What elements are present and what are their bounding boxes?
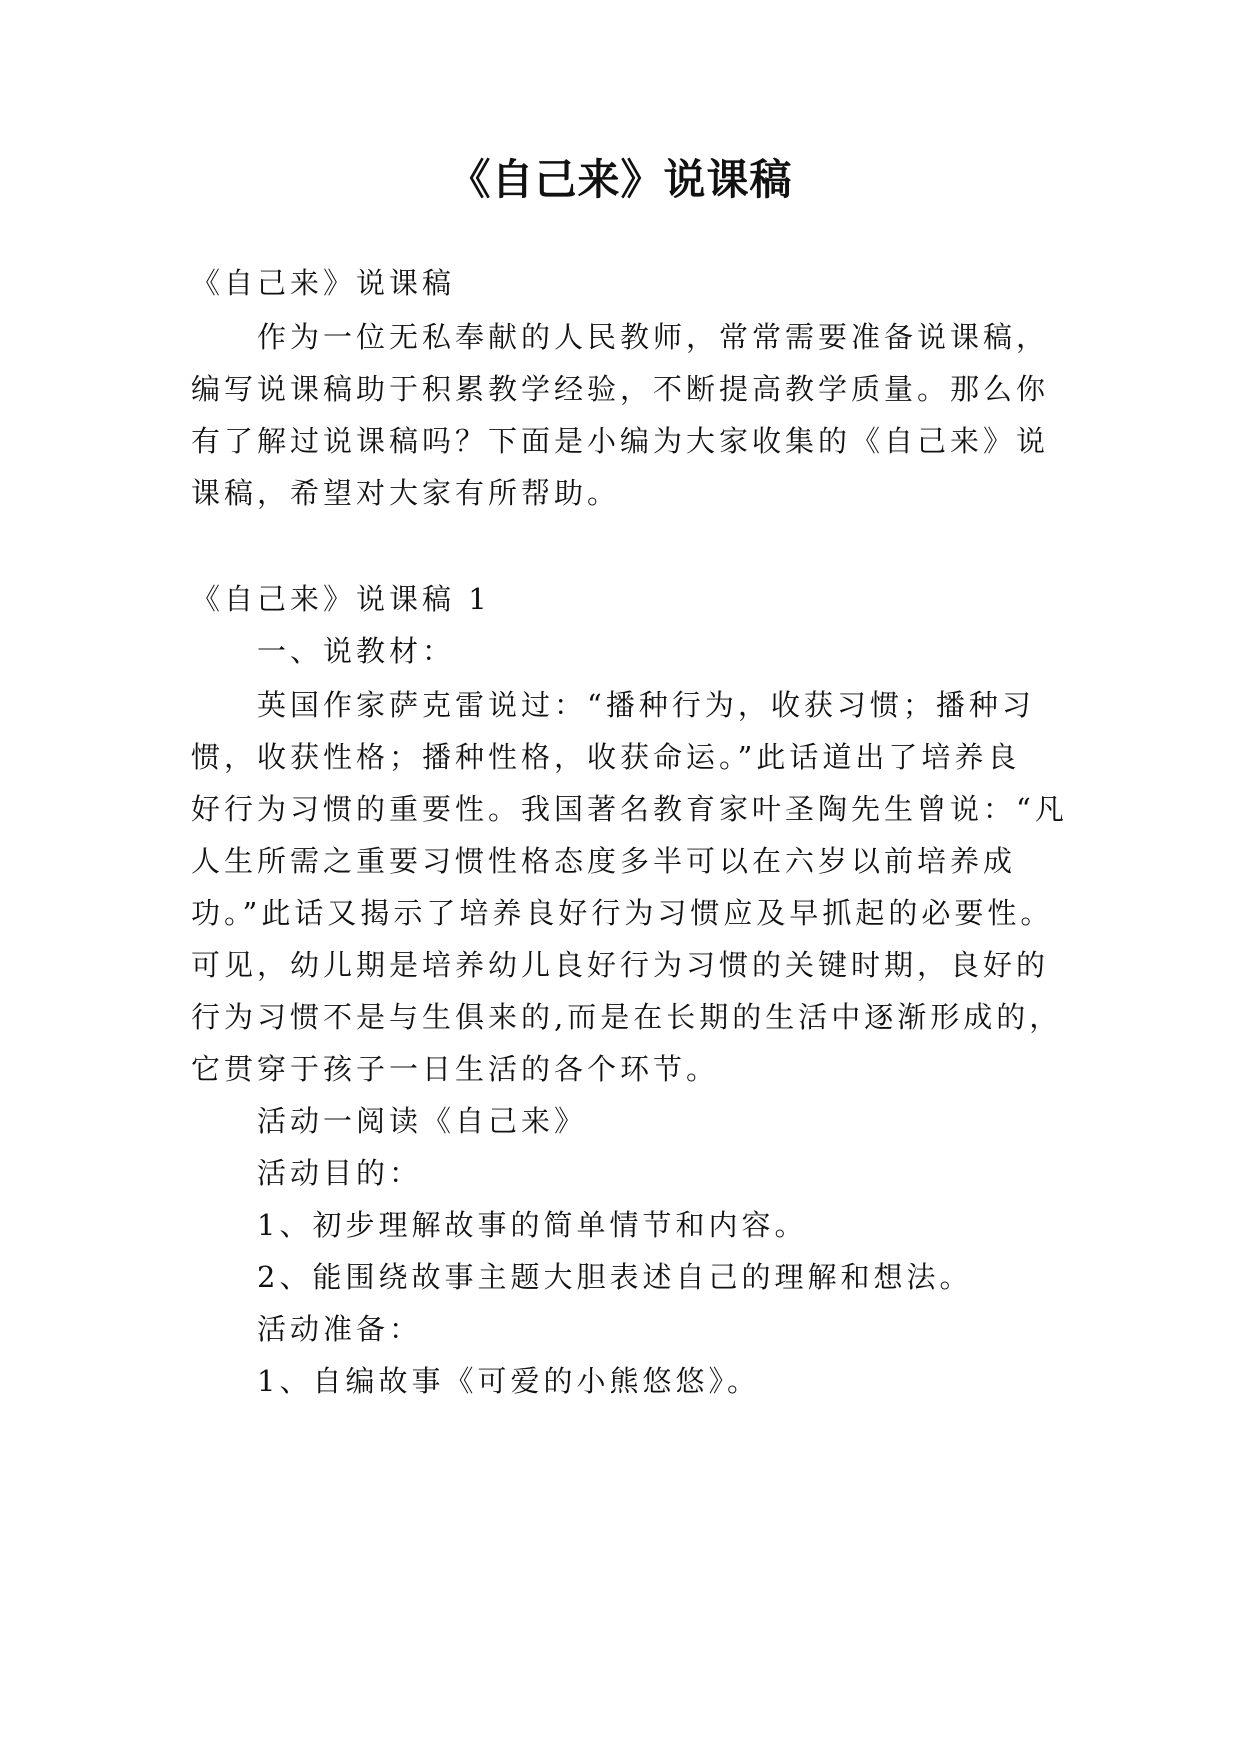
body-paragraph-line: 惯，收获性格；播种性格，收获命运。”此话道出了培养良 — [191, 740, 1021, 774]
section-heading: 《自己来》说课稿 1 — [191, 582, 491, 616]
body-paragraph-line: 好行为习惯的重要性。我国著名教育家叶圣陶先生曾说：“凡 — [191, 792, 1068, 826]
intro-paragraph-line: 有了解过说课稿吗？下面是小编为大家收集的《自己来》说 — [191, 424, 1050, 458]
intro-heading: 《自己来》说课稿 — [191, 266, 456, 300]
body-paragraph-line: 英国作家萨克雷说过：“播种行为，收获习惯；播种习 — [257, 688, 1035, 722]
body-paragraph-line: 它贯穿于孩子一日生活的各个环节。 — [191, 1052, 720, 1086]
body-paragraph-line: 行为习惯不是与生俱来的,而是在长期的生活中逐渐形成的， — [191, 1000, 1063, 1034]
body-paragraph-line: 人生所需之重要习惯性格态度多半可以在六岁以前培养成 — [191, 844, 1017, 878]
subsection-heading: 一、说教材： — [257, 634, 456, 668]
document-title: 《自己来》说课稿 — [448, 155, 793, 204]
body-paragraph-line: 可见，幼儿期是培养幼儿良好行为习惯的关键时期，良好的 — [191, 948, 1050, 982]
activity-heading: 活动一阅读《自己来》 — [257, 1104, 588, 1138]
activity-goal-heading: 活动目的： — [257, 1156, 423, 1190]
intro-paragraph-line: 课稿，希望对大家有所帮助。 — [191, 476, 621, 510]
body-paragraph-line: 功。”此话又揭示了培养良好行为习惯应及早抓起的必要性。 — [191, 896, 1054, 930]
activity-goal-item: 1、初步理解故事的简单情节和内容。 — [257, 1208, 808, 1242]
activity-goal-item: 2、能围绕故事主题大胆表述自己的理解和想法。 — [257, 1260, 973, 1294]
intro-paragraph-line: 编写说课稿助于积累教学经验，不断提高教学质量。那么你 — [191, 372, 1050, 406]
intro-paragraph-line: 作为一位无私奉献的人民教师，常常需要准备说课稿， — [257, 320, 1050, 354]
activity-prep-item: 1、自编故事《可爱的小熊悠悠》。 — [257, 1364, 760, 1398]
activity-prep-heading: 活动准备： — [257, 1312, 423, 1346]
